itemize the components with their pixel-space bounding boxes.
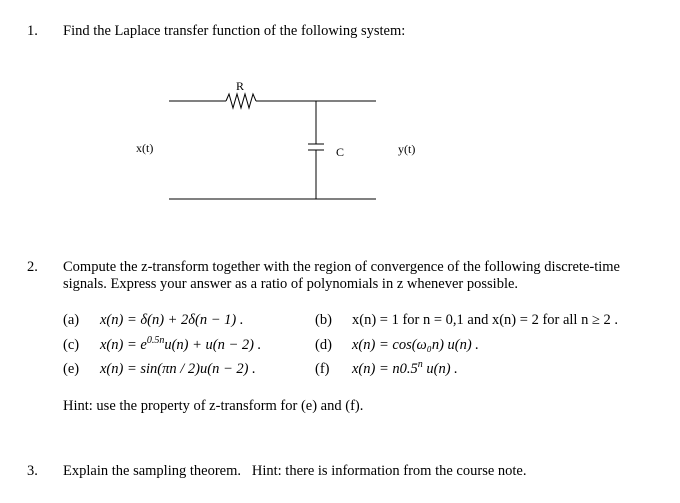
q3-number: 3. xyxy=(27,463,38,479)
part-f-expr-rest: u(n) . xyxy=(422,361,458,377)
resistor-label: R xyxy=(236,79,245,93)
part-f-label: (f) xyxy=(315,361,330,377)
part-f-expr xyxy=(352,361,458,378)
part-e-expr: x(n) = sin(πn / 2)u(n − 2) . xyxy=(100,361,256,377)
q1-text: Find the Laplace transfer function of the following system: xyxy=(63,23,406,39)
q1-number: 1. xyxy=(27,23,38,39)
part-c-label: (c) xyxy=(63,337,80,353)
q2-hint: Hint: use the property of z-transform for (e) and (f). xyxy=(63,398,364,414)
part-f-expr-base: x(n) = n0.5 xyxy=(352,361,418,377)
part-c-expr xyxy=(100,337,261,354)
q2-number: 2. xyxy=(27,259,38,275)
part-d-label: (d) xyxy=(315,337,332,353)
part-b-expr: x(n) = 1 for n = 0,1 and x(n) = 2 for all n ≥ 2 . xyxy=(352,312,619,328)
part-a-expr: x(n) = δ(n) + 2δ(n − 1) . xyxy=(100,312,244,328)
output-label: y(t) xyxy=(398,142,416,156)
q2-line2: signals. Express your answer as a ratio of polynomials in z whenever possible. xyxy=(63,276,519,292)
input-label: x(t) xyxy=(136,141,154,155)
part-c-expr-rest: u(n) + u(n − 2) . xyxy=(164,337,262,353)
resistor-symbol xyxy=(226,94,256,108)
capacitor-label: C xyxy=(336,145,345,159)
q3-text: Explain the sampling theorem. Hint: there is information from the course note. xyxy=(63,463,527,479)
q2-line1: Compute the z-transform together with the region of convergence of the following discrete-time xyxy=(63,259,620,275)
part-c-expr-base: x(n) = e xyxy=(100,337,147,353)
part-c-expr-exponent: 0.5n xyxy=(146,335,165,347)
part-b-label: (b) xyxy=(315,312,332,328)
part-a-label: (a) xyxy=(63,312,80,328)
part-d-expr: x(n) = cos(ω₀n) u(n) . xyxy=(352,337,479,353)
part-e-label: (e) xyxy=(63,361,80,377)
part-f-expr-exponent: n xyxy=(417,359,423,371)
